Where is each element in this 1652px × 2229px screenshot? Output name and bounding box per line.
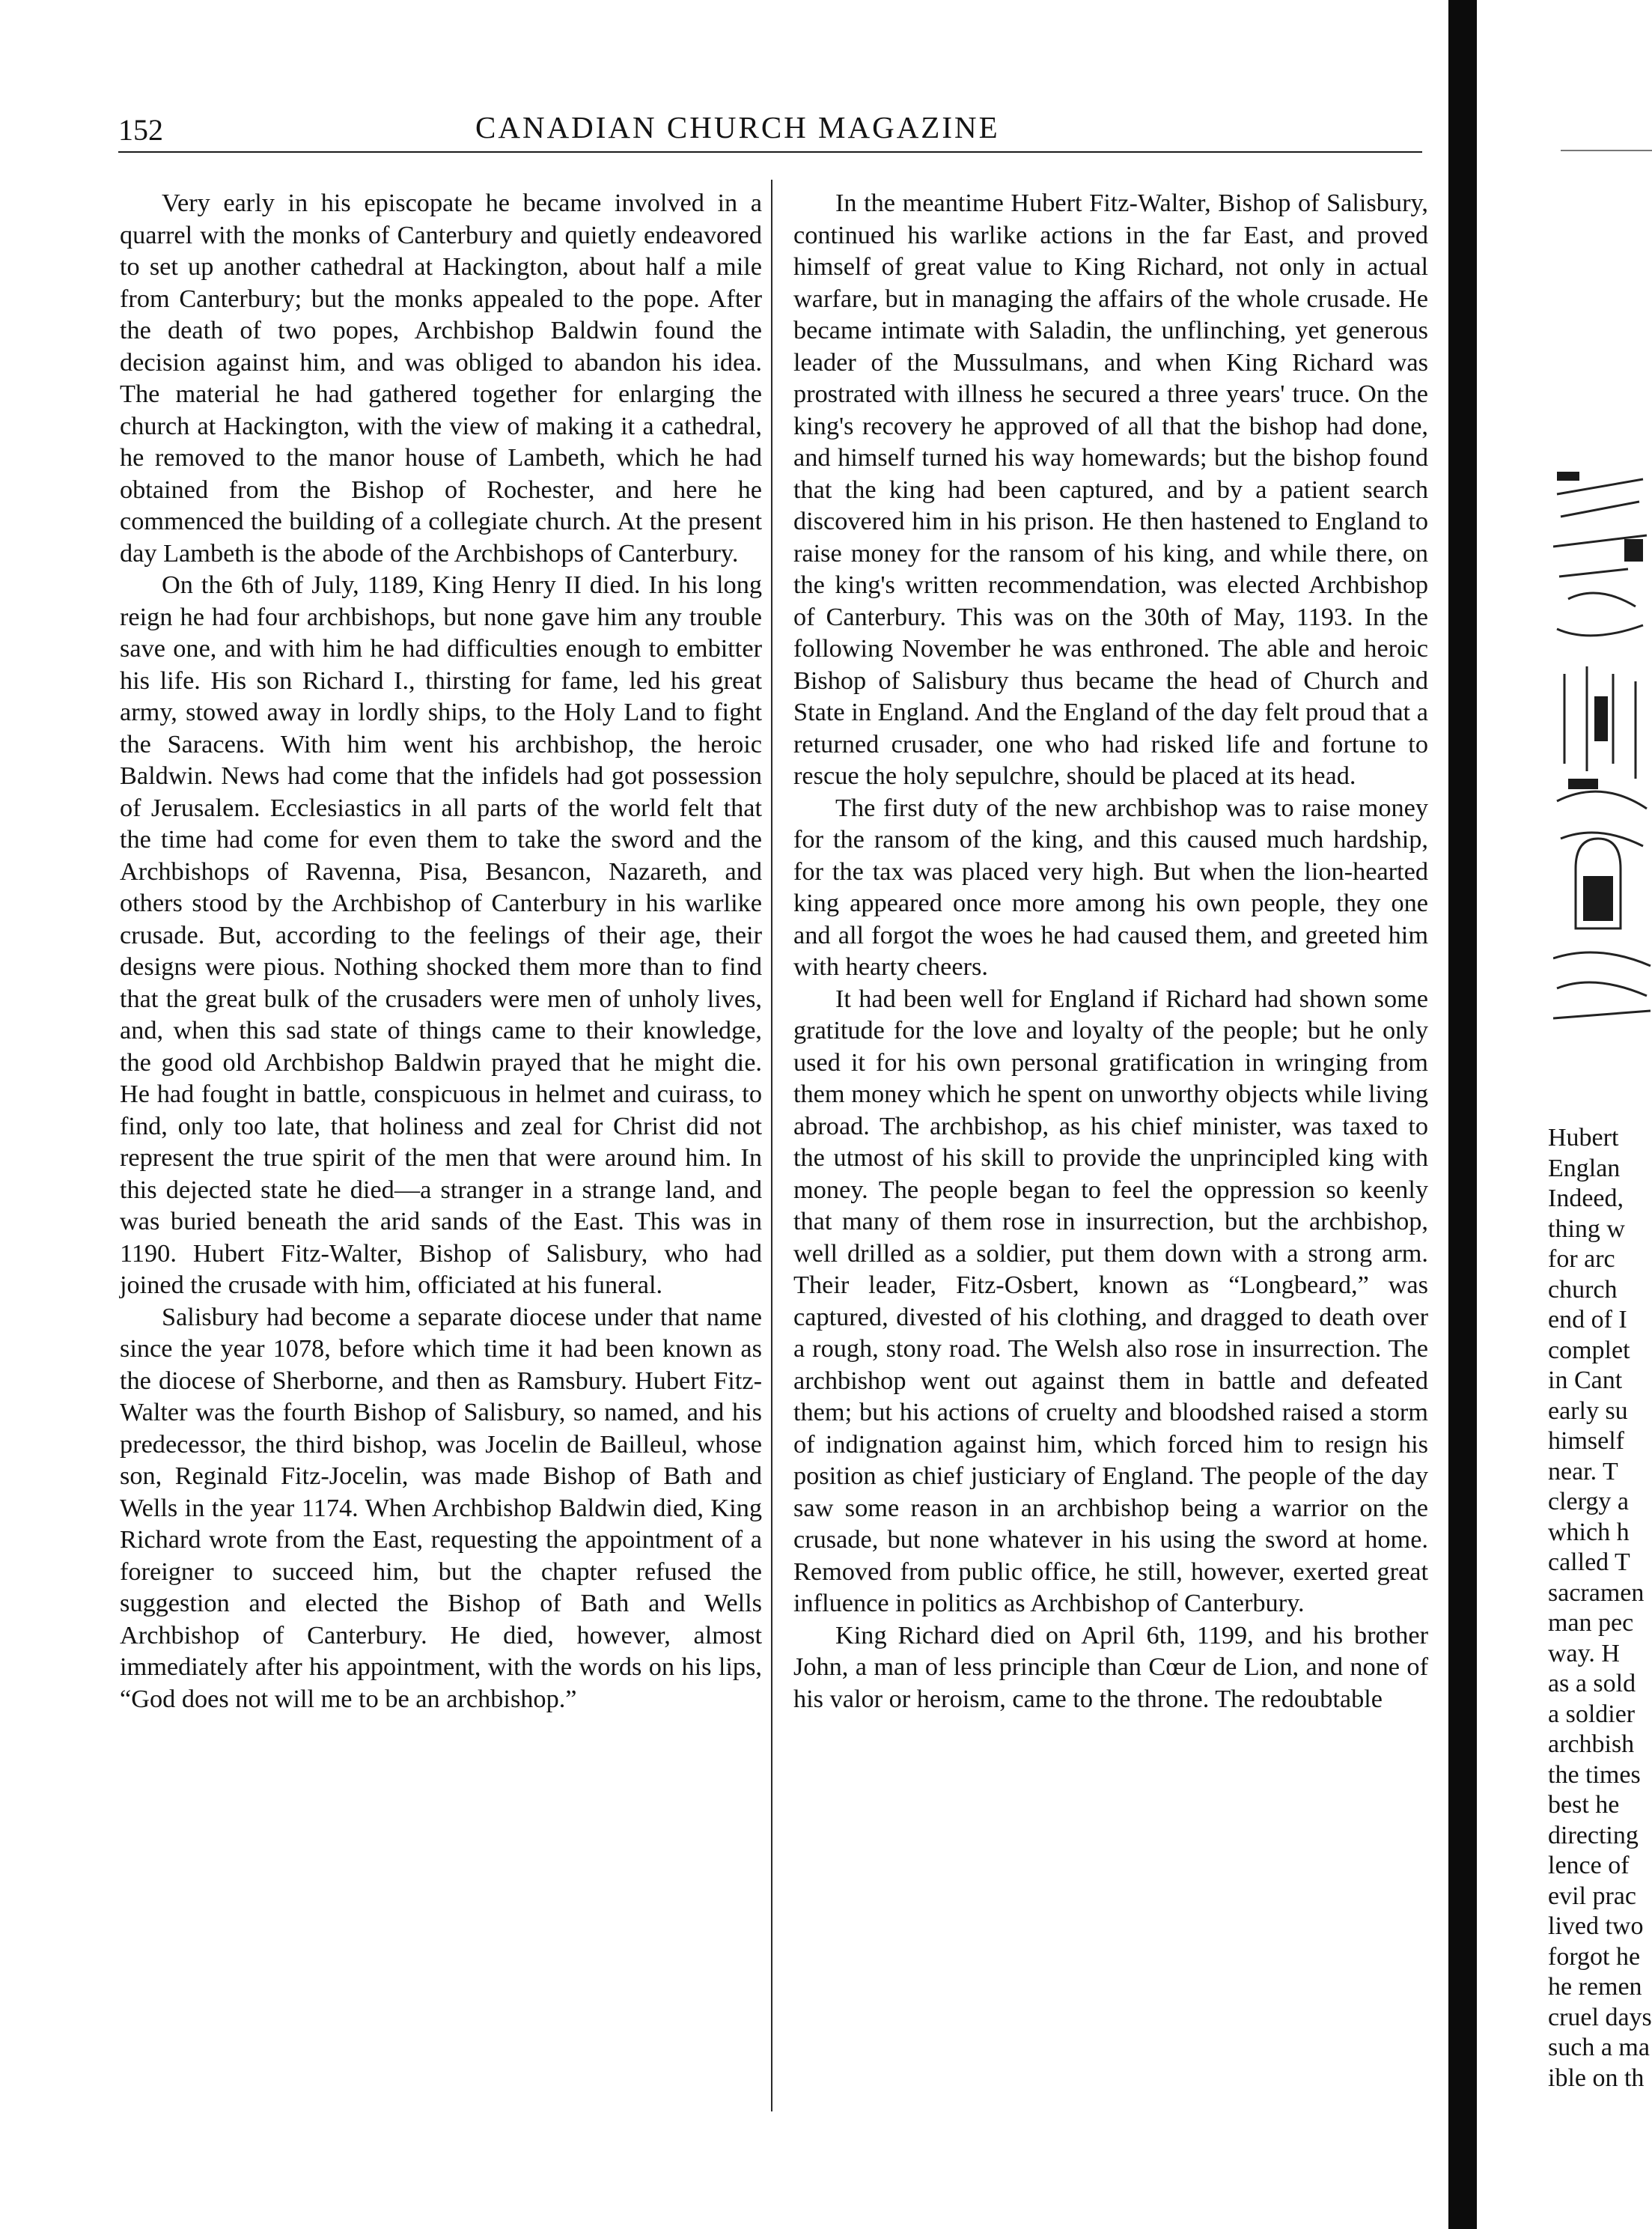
right-column xyxy=(793,187,1428,1715)
paragraph: Salisbury had become a separate diocese under that name since the year 1078, before which time it had been known as the diocese of Sherborne, and then as Ramsbury. Hubert Fitz-Walter was the fourth Bishop of Salisbury, so named, and his predecessor, the third bishop, was Jocelin de Bailleul, whose son, Reginald Fitz-Jocelin, was made Bishop of Bath and Wells in the year 1174. When Archbishop Baldwin died, King Richard wrote from the East, requesting the appointment of a foreigner to succeed him, but the chapter refused the suggestion and elected the Bishop of Bath and Wells Archbishop of Canterbury. He died, however, almost immediately after his appointment, with the words on his lips, “God does not will me to be an archbishop.” xyxy=(120,1302,762,1713)
fragment-line: end of I xyxy=(1548,1306,1627,1334)
adjacent-page-rule xyxy=(1561,150,1652,151)
fragment-line: such a ma xyxy=(1548,2034,1650,2061)
fragment-line: clergy a xyxy=(1548,1488,1629,1515)
fragment-line: sacramen xyxy=(1548,1578,1645,1607)
paragraph: In the meantime Hubert Fitz-Walter, Bishop of Salisbury, continued his warlike actions in the far East, and proved himself of great value to King Richard, not only in actual warfare, but in managing the affairs of the whole crusade. He became intimate with Saladin, the unflinching, yet generous leader of the Mussulmans, and when King Richard was prostrated with illness he secured a three years' truce. On the king's recovery he approved of all that the bishop had done, and himself turned his way homewards; but the bishop found that the king had been captured, and by a patient search discovered him in his prison. He then hastened to England to raise money for the ransom of his king, and while there, on the king's written recommendation, was elected Archbishop of Canterbury. This was on the 30th of May, 1193. In the following November he was enthroned. The able and heroic Bishop of Salisbury thus became the head of Church and State in England. And the England of the day felt proud that a returned crusader, one who had risked life and fortune to rescue the holy sepulchre, should be placed at its head. xyxy=(793,189,1428,790)
header-rule xyxy=(118,151,1422,153)
fragment-line: man pec xyxy=(1548,1609,1634,1637)
fragment-line: Indeed, xyxy=(1548,1185,1624,1212)
column-rule xyxy=(771,180,772,2111)
fragment-line: in Cant xyxy=(1548,1366,1623,1394)
running-head: CANADIAN CHURCH MAGAZINE xyxy=(475,110,1000,145)
page-number: 152 xyxy=(118,113,163,147)
fragment-line: archbish xyxy=(1548,1730,1635,1758)
paragraph: It had been well for England if Richard had shown some gratitude for the love and loyalty of the people; but he only used it for his own personal gratification in wringing from them money which he spent on unworthy objects while living abroad. The archbishop, as his chief minister, was taxed to the utmost of his skill to provide the unprincipled king with money. The people began to feel the oppression so keenly that many of them rose in insurrection, but the archbishop, well drilled as a soldier, put them down with a strong arm. Their leader, Fitz-Osbert, known as “Longbeard,” was captured, divested of his clothing, and dragged to death over a rough, stony road. The Welsh also rose in insurrection. The archbishop went out against them in battle and defeated them; but his actions of cruelty and bloodshed raised a storm of indignation against him, which forced him to resign his position as chief justiciary of England. The people of the day saw some reason in an archbishop being a warrior on the crusade, but none whatever in his using the sword at home. Removed from public office, he still, however, exerted great influence in politics as Archbishop of Canterbury. xyxy=(793,984,1428,1617)
fragment-line: lived two xyxy=(1548,1912,1644,1940)
binding-edge-bar xyxy=(1448,0,1477,2229)
paragraph: Very early in his episcopate he became involved in a quarrel with the monks of Canterbury and quietly endeavored to set up another cathedral at Hackington, about half a mile from Canterbury; but the monks appealed to the pope. After the death of two popes, Archbishop Baldwin found the decision against him, and was obliged to abandon his idea. The material he had gathered together for enlarging the church at Hackington, with the view of making it a cathedral, he removed to the manor house of Lambeth, which he had obtained from the Bishop of Rochester, and here he commenced the building of a collegiate church. At the present day Lambeth is the abode of the Archbishops of Canterbury. xyxy=(120,189,762,568)
fragment-line: he remen xyxy=(1548,1973,1642,2001)
paragraph: King Richard died on April 6th, 1199, and his brother John, a man of less principle than Cœur de Lion, and none of his valor or heroism, came to the throne. The redoubtable xyxy=(793,1620,1428,1713)
fragment-line: complet xyxy=(1548,1336,1630,1364)
fragment-line: ible on th xyxy=(1548,2064,1645,2092)
fragment-line: Hubert xyxy=(1548,1124,1619,1152)
engraving-illustration xyxy=(1553,449,1652,1041)
fragment-line: as a sold xyxy=(1548,1670,1636,1697)
fragment-line: which h xyxy=(1548,1518,1630,1546)
fragment-line: called T xyxy=(1548,1548,1630,1576)
fragment-line: for arc xyxy=(1548,1245,1615,1273)
fragment-line: the times xyxy=(1548,1760,1641,1789)
fragment-line: thing w xyxy=(1548,1214,1625,1243)
fragment-line: evil prac xyxy=(1548,1882,1636,1910)
fragment-line: forgot he xyxy=(1548,1942,1641,1971)
fragment-line: church xyxy=(1548,1275,1618,1304)
fragment-line: way. H xyxy=(1548,1639,1620,1667)
fragment-line: a soldier xyxy=(1548,1700,1636,1728)
left-column xyxy=(120,187,762,1715)
fragment-line: early su xyxy=(1548,1396,1628,1425)
fragment-line: directing xyxy=(1548,1821,1639,1849)
paragraph: On the 6th of July, 1189, King Henry II died. In his long reign he had four archbishops, but none gave him any trouble save one, and with him he had difficulties enough to embitter his life. His son Richard I., thirsting for fame, led his great army, stowed away in lordly ships, to the Holy Land to fight the Saracens. With him went his archbishop, the heroic Baldwin. News had come that the infidels had got possession of Jerusalem. Ecclesiastics in all parts of the world felt that the time had come for even them to take the sword and the Archbishops of Ravenna, Pisa, Besancon, Nazareth, and others stood by the Archbishop of Canterbury in his warlike crusade. But, according to the feelings of their age, their designs were pious. Nothing shocked them more than to find that the great bulk of the crusaders were men of unholy lives, and, when this sad state of things came to their knowledge, the good old Archbishop Baldwin prayed that he might die. He had fought in battle, conspicuous in helmet and cuirass, to find, only too late, that holiness and zeal for Christ did not represent the true spirit of the men that were around him. In this dejected state he died—a stranger in a strange land, and was buried beneath the arid sands of the East. This was in 1190. Hubert Fitz-Walter, Bishop of Salisbury, who had joined the crusade with him, officiated at his funeral. xyxy=(120,571,762,1299)
paragraph: The first duty of the new archbishop was to raise money for the ransom of the king, and this caused much hardship, for the tax was placed very high. But when the lion-hearted king appeared once more among his own people, they one and all forgot the woes he had caused them, and greeted him with hearty cheers. xyxy=(793,793,1428,981)
fragment-line: himself xyxy=(1548,1427,1624,1455)
fragment-line: cruel days xyxy=(1548,2003,1652,2031)
fragment-line: Englan xyxy=(1548,1154,1621,1182)
fragment-line: near. T xyxy=(1548,1457,1618,1486)
fragment-line: lence of xyxy=(1548,1852,1630,1879)
adjacent-page-fragment xyxy=(1548,1123,1652,2093)
fragment-line: best he xyxy=(1548,1791,1620,1819)
